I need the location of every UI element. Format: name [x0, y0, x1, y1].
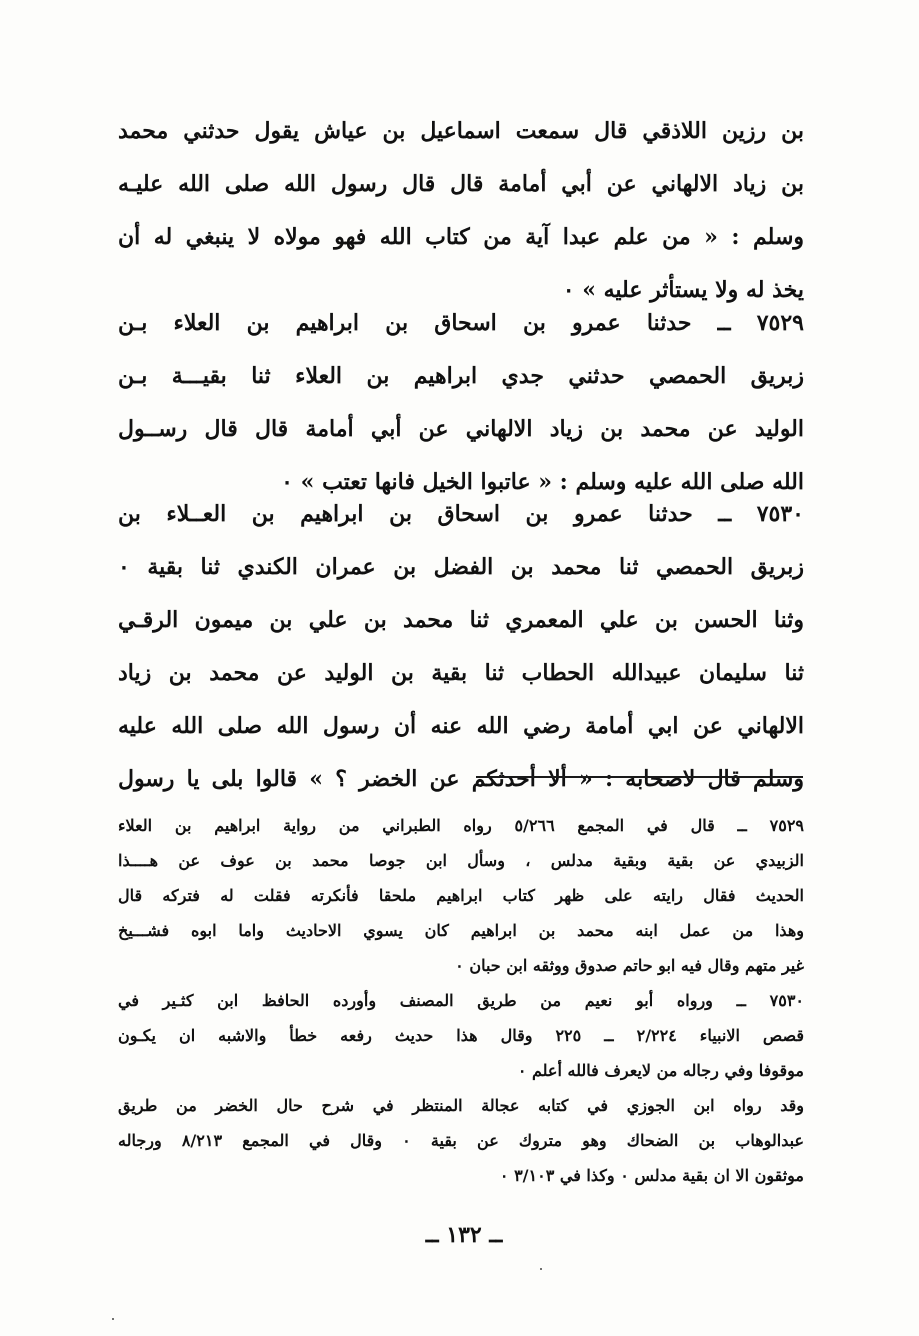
footnote-line: الزبيدي عن بقية وبقية مدلس ، وسأل ابن جوصا محمد بن عوف عن هــــذا	[118, 851, 804, 870]
footnote-line: وقد رواه ابن الجوزي في كتابه عجالة المنتظر في شرح حال الخضر من طريق	[118, 1096, 804, 1115]
footnote-7529	[118, 808, 804, 983]
footnote-line: قصص الانبياء ٢/٢٢٤ ــ ٢٢٥ وقال هذا حديث رفعه خطأ والاشبه ان يكـون	[118, 1026, 804, 1045]
footnote-line: موقوفا وفي رجاله من لايعرف فالله أعلم ٠	[517, 1061, 804, 1080]
footnote-divider	[476, 776, 803, 778]
main-text-line: بن زياد الالهاني عن أبي أمامة قال قال رسول الله صلى الله عليـه	[118, 171, 804, 197]
main-text-line: وثنا الحسن بن علي المعمري ثنا محمد بن علي بن ميمون الرقـي	[118, 607, 804, 633]
main-text-line: الله صلى الله عليه وسلم : « عاتبوا الخيل فانها تعتب » ٠	[281, 469, 804, 495]
hadith-7529-block	[118, 297, 804, 509]
main-text-line: ٧٥٢٩ ــ حدثنا عمرو بن اسحاق بن ابراهيم بن العلاء بـن	[118, 310, 804, 336]
footnote-7530-continued	[118, 1088, 804, 1193]
scan-speck	[112, 1318, 114, 1320]
main-text-line: وسلم قال لاصحابه : « ألا أحدثكم عن الخضر ؟ » قالوا بلى يا رسول	[118, 766, 804, 792]
footnote-line: ٧٥٣٠ ــ ورواه أبو نعيم من طريق المصنف وأورده الحافظ ابن كثـير في	[118, 991, 804, 1010]
main-text-line: ٧٥٣٠ ــ حدثنا عمرو بن اسحاق بن ابراهيم بن العــلاء بن	[118, 501, 804, 527]
footnote-line: غير متهم وقال فيه ابو حاتم صدوق ووثقه ابن حبان ٠	[455, 956, 804, 975]
footnote-7530	[118, 983, 804, 1088]
main-text-line: بن رزين اللاذقي قال سمعت اسماعيل بن عياش يقول حدثني محمد	[118, 118, 804, 144]
scan-speck	[540, 1268, 542, 1270]
footnote-line: موثقون الا ان بقية مدلس ٠ وكذا في ٣/١٠٣ ٠	[499, 1166, 804, 1185]
footnote-line: وهذا من عمل ابنه محمد بن ابراهيم كان يسوي الاحاديث واما ابوه فشـــيخ	[118, 921, 804, 940]
main-text-line: الوليد عن محمد بن زياد الالهاني عن أبي أمامة قال قال رســول	[118, 416, 804, 442]
footnote-line: الحديث فقال رايته على ظهر كتاب ابراهيم ملحقا فأنكرته فقلت له فتركه قال	[118, 886, 804, 905]
footnote-line: عبدالوهاب بن الضحاك وهو متروك عن بقية ٠ وقال في المجمع ٨/٢١٣ ورجاله	[118, 1131, 804, 1150]
page-number: ــ ١٣٢ ــ	[425, 1222, 503, 1248]
main-text-line: الالهاني عن ابي أمامة رضي الله عنه أن رسول الله صلى الله عليه	[118, 713, 804, 739]
main-text-line: يخذ له ولا يستأثر عليه » ٠	[562, 277, 804, 303]
main-text-line: ثنا سليمان عبيدالله الحطاب ثنا بقية بن الوليد عن محمد بن زياد	[118, 660, 804, 686]
main-text-line: زبريق الحمصي حدثني جدي ابراهيم بن العلاء ثنا بقيـــة بـن	[118, 363, 804, 389]
main-text-line: وسلم : « من علم عبدا آية من كتاب الله فهو مولاه لا ينبغي له أن	[118, 224, 804, 250]
hadith-7530-block	[118, 488, 804, 806]
main-text-block-1	[118, 105, 804, 317]
footnote-line: ٧٥٢٩ ــ قال في المجمع ٥/٢٦٦ رواه الطبراني من رواية ابراهيم بن العلاء	[118, 816, 804, 835]
main-text-line: زبريق الحمصي ثنا محمد بن الفضل بن عمران الكندي ثنا بقية ٠	[118, 554, 804, 580]
